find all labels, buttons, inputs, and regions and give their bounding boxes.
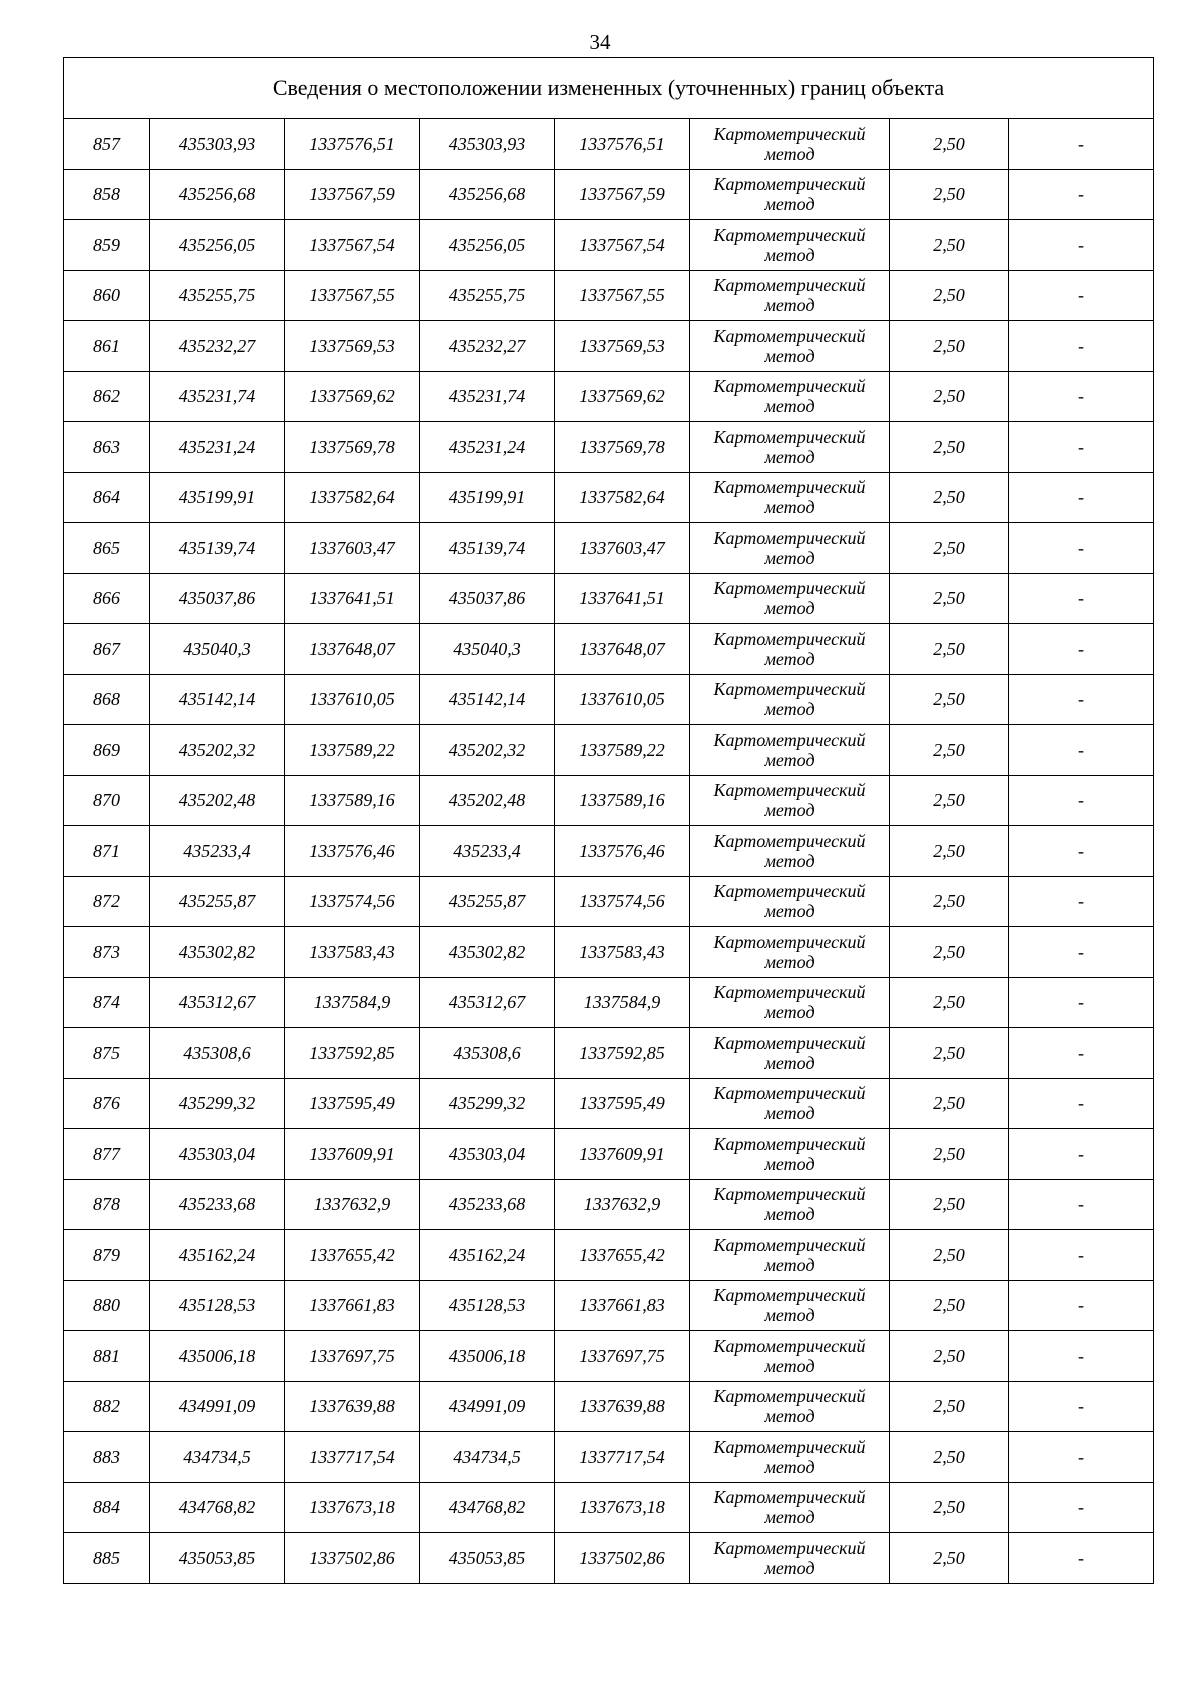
refined-x-cell: 434991,09 — [420, 1381, 555, 1432]
point-number-cell: 877 — [64, 1129, 150, 1180]
accuracy-cell: 2,50 — [890, 1280, 1009, 1331]
existing-y-cell: 1337569,53 — [285, 321, 420, 372]
point-number-cell: 872 — [64, 876, 150, 927]
method-cell: Картометрический метод — [690, 1078, 890, 1129]
description-cell: - — [1009, 472, 1154, 523]
refined-y-cell: 1337609,91 — [555, 1129, 690, 1180]
method-cell: Картометрический метод — [690, 1028, 890, 1079]
accuracy-cell: 2,50 — [890, 523, 1009, 574]
existing-y-cell: 1337655,42 — [285, 1230, 420, 1281]
table-title: Сведения о местоположении измененных (уточненных) границ объекта — [64, 58, 1154, 119]
existing-x-cell: 435299,32 — [150, 1078, 285, 1129]
point-number-cell: 880 — [64, 1280, 150, 1331]
table-row — [64, 472, 1154, 523]
refined-y-cell: 1337584,9 — [555, 977, 690, 1028]
table-row — [64, 1432, 1154, 1483]
refined-x-cell: 435303,04 — [420, 1129, 555, 1180]
method-cell: Картометрический метод — [690, 927, 890, 978]
point-number-cell: 870 — [64, 775, 150, 826]
table-row — [64, 1230, 1154, 1281]
existing-x-cell: 435302,82 — [150, 927, 285, 978]
accuracy-cell: 2,50 — [890, 775, 1009, 826]
description-cell: - — [1009, 624, 1154, 675]
method-cell: Картометрический метод — [690, 1129, 890, 1180]
refined-x-cell: 435053,85 — [420, 1533, 555, 1584]
refined-x-cell: 435231,24 — [420, 422, 555, 473]
method-cell: Картометрический метод — [690, 1280, 890, 1331]
method-cell: Картометрический метод — [690, 472, 890, 523]
accuracy-cell: 2,50 — [890, 422, 1009, 473]
refined-x-cell: 435199,91 — [420, 472, 555, 523]
refined-x-cell: 435303,93 — [420, 119, 555, 170]
existing-x-cell: 435202,48 — [150, 775, 285, 826]
description-cell: - — [1009, 573, 1154, 624]
description-cell: - — [1009, 1381, 1154, 1432]
existing-x-cell: 434768,82 — [150, 1482, 285, 1533]
method-cell: Картометрический метод — [690, 876, 890, 927]
point-number-cell: 859 — [64, 220, 150, 271]
refined-y-cell: 1337697,75 — [555, 1331, 690, 1382]
accuracy-cell: 2,50 — [890, 220, 1009, 271]
refined-x-cell: 435128,53 — [420, 1280, 555, 1331]
method-cell: Картометрический метод — [690, 826, 890, 877]
existing-y-cell: 1337574,56 — [285, 876, 420, 927]
refined-y-cell: 1337655,42 — [555, 1230, 690, 1281]
description-cell: - — [1009, 371, 1154, 422]
refined-y-cell: 1337595,49 — [555, 1078, 690, 1129]
accuracy-cell: 2,50 — [890, 876, 1009, 927]
refined-x-cell: 435233,4 — [420, 826, 555, 877]
description-cell: - — [1009, 977, 1154, 1028]
accuracy-cell: 2,50 — [890, 1381, 1009, 1432]
existing-y-cell: 1337592,85 — [285, 1028, 420, 1079]
refined-y-cell: 1337641,51 — [555, 573, 690, 624]
refined-x-cell: 435142,14 — [420, 674, 555, 725]
accuracy-cell: 2,50 — [890, 977, 1009, 1028]
existing-x-cell: 435232,27 — [150, 321, 285, 372]
method-cell: Картометрический метод — [690, 1432, 890, 1483]
point-number-cell: 861 — [64, 321, 150, 372]
description-cell: - — [1009, 1432, 1154, 1483]
description-cell: - — [1009, 1028, 1154, 1079]
method-cell: Картометрический метод — [690, 422, 890, 473]
accuracy-cell: 2,50 — [890, 119, 1009, 170]
point-number-cell: 857 — [64, 119, 150, 170]
method-cell: Картометрический метод — [690, 321, 890, 372]
refined-y-cell: 1337661,83 — [555, 1280, 690, 1331]
point-number-cell: 879 — [64, 1230, 150, 1281]
table-row — [64, 775, 1154, 826]
description-cell: - — [1009, 220, 1154, 271]
method-cell: Картометрический метод — [690, 1230, 890, 1281]
point-number-cell: 875 — [64, 1028, 150, 1079]
refined-x-cell: 435231,74 — [420, 371, 555, 422]
existing-x-cell: 435142,14 — [150, 674, 285, 725]
description-cell: - — [1009, 725, 1154, 776]
boundary-coordinates-table — [63, 57, 1154, 1584]
method-cell: Картометрический метод — [690, 1533, 890, 1584]
accuracy-cell: 2,50 — [890, 573, 1009, 624]
table-row — [64, 826, 1154, 877]
description-cell: - — [1009, 927, 1154, 978]
method-cell: Картометрический метод — [690, 220, 890, 271]
description-cell: - — [1009, 826, 1154, 877]
accuracy-cell: 2,50 — [890, 270, 1009, 321]
refined-x-cell: 435233,68 — [420, 1179, 555, 1230]
point-number-cell: 874 — [64, 977, 150, 1028]
point-number-cell: 860 — [64, 270, 150, 321]
description-cell: - — [1009, 321, 1154, 372]
refined-y-cell: 1337569,53 — [555, 321, 690, 372]
accuracy-cell: 2,50 — [890, 371, 1009, 422]
refined-y-cell: 1337583,43 — [555, 927, 690, 978]
accuracy-cell: 2,50 — [890, 169, 1009, 220]
accuracy-cell: 2,50 — [890, 1331, 1009, 1382]
point-number-cell: 867 — [64, 624, 150, 675]
accuracy-cell: 2,50 — [890, 1129, 1009, 1180]
table-body — [64, 58, 1154, 1584]
existing-x-cell: 435256,05 — [150, 220, 285, 271]
table-row — [64, 1179, 1154, 1230]
refined-x-cell: 435256,68 — [420, 169, 555, 220]
refined-x-cell: 434768,82 — [420, 1482, 555, 1533]
existing-y-cell: 1337661,83 — [285, 1280, 420, 1331]
existing-x-cell: 434734,5 — [150, 1432, 285, 1483]
table-row — [64, 1129, 1154, 1180]
existing-y-cell: 1337576,46 — [285, 826, 420, 877]
refined-x-cell: 435299,32 — [420, 1078, 555, 1129]
refined-y-cell: 1337567,59 — [555, 169, 690, 220]
accuracy-cell: 2,50 — [890, 1533, 1009, 1584]
refined-y-cell: 1337576,51 — [555, 119, 690, 170]
refined-x-cell: 435040,3 — [420, 624, 555, 675]
method-cell: Картометрический метод — [690, 1179, 890, 1230]
table-row — [64, 876, 1154, 927]
table-row — [64, 573, 1154, 624]
point-number-cell: 869 — [64, 725, 150, 776]
accuracy-cell: 2,50 — [890, 826, 1009, 877]
point-number-cell: 858 — [64, 169, 150, 220]
refined-x-cell: 435308,6 — [420, 1028, 555, 1079]
description-cell: - — [1009, 1078, 1154, 1129]
point-number-cell: 881 — [64, 1331, 150, 1382]
accuracy-cell: 2,50 — [890, 1432, 1009, 1483]
method-cell: Картометрический метод — [690, 270, 890, 321]
refined-x-cell: 435162,24 — [420, 1230, 555, 1281]
description-cell: - — [1009, 775, 1154, 826]
table-row — [64, 977, 1154, 1028]
existing-y-cell: 1337609,91 — [285, 1129, 420, 1180]
description-cell: - — [1009, 1280, 1154, 1331]
existing-y-cell: 1337648,07 — [285, 624, 420, 675]
method-cell: Картометрический метод — [690, 371, 890, 422]
existing-y-cell: 1337639,88 — [285, 1381, 420, 1432]
existing-x-cell: 435233,68 — [150, 1179, 285, 1230]
existing-y-cell: 1337567,54 — [285, 220, 420, 271]
method-cell: Картометрический метод — [690, 977, 890, 1028]
existing-y-cell: 1337582,64 — [285, 472, 420, 523]
existing-y-cell: 1337567,55 — [285, 270, 420, 321]
accuracy-cell: 2,50 — [890, 1028, 1009, 1079]
method-cell: Картометрический метод — [690, 119, 890, 170]
point-number-cell: 866 — [64, 573, 150, 624]
existing-x-cell: 435255,75 — [150, 270, 285, 321]
refined-x-cell: 435255,87 — [420, 876, 555, 927]
description-cell: - — [1009, 169, 1154, 220]
refined-y-cell: 1337610,05 — [555, 674, 690, 725]
refined-y-cell: 1337589,22 — [555, 725, 690, 776]
existing-x-cell: 434991,09 — [150, 1381, 285, 1432]
method-cell: Картометрический метод — [690, 1482, 890, 1533]
existing-x-cell: 435308,6 — [150, 1028, 285, 1079]
accuracy-cell: 2,50 — [890, 624, 1009, 675]
refined-y-cell: 1337639,88 — [555, 1381, 690, 1432]
description-cell: - — [1009, 119, 1154, 170]
refined-y-cell: 1337574,56 — [555, 876, 690, 927]
existing-x-cell: 435037,86 — [150, 573, 285, 624]
existing-x-cell: 435202,32 — [150, 725, 285, 776]
refined-x-cell: 435139,74 — [420, 523, 555, 574]
refined-y-cell: 1337567,54 — [555, 220, 690, 271]
existing-x-cell: 435233,4 — [150, 826, 285, 877]
page-number: 34 — [589, 30, 611, 54]
table-row — [64, 169, 1154, 220]
existing-x-cell: 435231,24 — [150, 422, 285, 473]
refined-y-cell: 1337569,78 — [555, 422, 690, 473]
existing-y-cell: 1337589,22 — [285, 725, 420, 776]
existing-x-cell: 435162,24 — [150, 1230, 285, 1281]
point-number-cell: 873 — [64, 927, 150, 978]
table-row — [64, 119, 1154, 170]
accuracy-cell: 2,50 — [890, 321, 1009, 372]
refined-y-cell: 1337582,64 — [555, 472, 690, 523]
accuracy-cell: 2,50 — [890, 927, 1009, 978]
method-cell: Картометрический метод — [690, 573, 890, 624]
method-cell: Картометрический метод — [690, 725, 890, 776]
table-row — [64, 1482, 1154, 1533]
refined-x-cell: 434734,5 — [420, 1432, 555, 1483]
existing-x-cell: 435040,3 — [150, 624, 285, 675]
description-cell: - — [1009, 674, 1154, 725]
existing-x-cell: 435312,67 — [150, 977, 285, 1028]
refined-x-cell: 435256,05 — [420, 220, 555, 271]
description-cell: - — [1009, 876, 1154, 927]
point-number-cell: 882 — [64, 1381, 150, 1432]
refined-y-cell: 1337632,9 — [555, 1179, 690, 1230]
refined-y-cell: 1337569,62 — [555, 371, 690, 422]
existing-y-cell: 1337584,9 — [285, 977, 420, 1028]
refined-x-cell: 435202,48 — [420, 775, 555, 826]
table-row — [64, 1028, 1154, 1079]
table-row — [64, 1331, 1154, 1382]
point-number-cell: 863 — [64, 422, 150, 473]
refined-y-cell: 1337567,55 — [555, 270, 690, 321]
description-cell: - — [1009, 1230, 1154, 1281]
refined-y-cell: 1337673,18 — [555, 1482, 690, 1533]
accuracy-cell: 2,50 — [890, 674, 1009, 725]
table-row — [64, 422, 1154, 473]
existing-y-cell: 1337569,78 — [285, 422, 420, 473]
point-number-cell: 868 — [64, 674, 150, 725]
method-cell: Картометрический метод — [690, 1381, 890, 1432]
point-number-cell: 862 — [64, 371, 150, 422]
point-number-cell: 876 — [64, 1078, 150, 1129]
description-cell: - — [1009, 422, 1154, 473]
existing-x-cell: 435303,93 — [150, 119, 285, 170]
existing-y-cell: 1337569,62 — [285, 371, 420, 422]
description-cell: - — [1009, 1331, 1154, 1382]
method-cell: Картометрический метод — [690, 523, 890, 574]
refined-y-cell: 1337648,07 — [555, 624, 690, 675]
point-number-cell: 871 — [64, 826, 150, 877]
existing-y-cell: 1337589,16 — [285, 775, 420, 826]
method-cell: Картометрический метод — [690, 169, 890, 220]
table-row — [64, 220, 1154, 271]
existing-x-cell: 435199,91 — [150, 472, 285, 523]
refined-x-cell: 435255,75 — [420, 270, 555, 321]
table-row — [64, 927, 1154, 978]
existing-y-cell: 1337567,59 — [285, 169, 420, 220]
existing-x-cell: 435139,74 — [150, 523, 285, 574]
existing-x-cell: 435006,18 — [150, 1331, 285, 1382]
table-row — [64, 1280, 1154, 1331]
method-cell: Картометрический метод — [690, 775, 890, 826]
refined-x-cell: 435202,32 — [420, 725, 555, 776]
existing-y-cell: 1337595,49 — [285, 1078, 420, 1129]
existing-y-cell: 1337583,43 — [285, 927, 420, 978]
table-row — [64, 1381, 1154, 1432]
point-number-cell: 885 — [64, 1533, 150, 1584]
existing-x-cell: 435231,74 — [150, 371, 285, 422]
existing-x-cell: 435303,04 — [150, 1129, 285, 1180]
existing-y-cell: 1337610,05 — [285, 674, 420, 725]
table-row — [64, 270, 1154, 321]
description-cell: - — [1009, 1179, 1154, 1230]
method-cell: Картометрический метод — [690, 1331, 890, 1382]
table-row — [64, 371, 1154, 422]
refined-y-cell: 1337589,16 — [555, 775, 690, 826]
existing-y-cell: 1337603,47 — [285, 523, 420, 574]
description-cell: - — [1009, 270, 1154, 321]
existing-y-cell: 1337641,51 — [285, 573, 420, 624]
refined-x-cell: 435037,86 — [420, 573, 555, 624]
existing-y-cell: 1337697,75 — [285, 1331, 420, 1382]
table-row — [64, 725, 1154, 776]
accuracy-cell: 2,50 — [890, 1482, 1009, 1533]
point-number-cell: 864 — [64, 472, 150, 523]
accuracy-cell: 2,50 — [890, 472, 1009, 523]
method-cell: Картометрический метод — [690, 674, 890, 725]
refined-y-cell: 1337592,85 — [555, 1028, 690, 1079]
existing-y-cell: 1337502,86 — [285, 1533, 420, 1584]
existing-x-cell: 435256,68 — [150, 169, 285, 220]
refined-x-cell: 435312,67 — [420, 977, 555, 1028]
point-number-cell: 878 — [64, 1179, 150, 1230]
existing-y-cell: 1337673,18 — [285, 1482, 420, 1533]
refined-y-cell: 1337576,46 — [555, 826, 690, 877]
table-row — [64, 523, 1154, 574]
table-row — [64, 1533, 1154, 1584]
refined-y-cell: 1337502,86 — [555, 1533, 690, 1584]
table-row — [64, 624, 1154, 675]
accuracy-cell: 2,50 — [890, 1078, 1009, 1129]
method-cell: Картометрический метод — [690, 624, 890, 675]
accuracy-cell: 2,50 — [890, 1230, 1009, 1281]
description-cell: - — [1009, 1129, 1154, 1180]
description-cell: - — [1009, 523, 1154, 574]
table-row — [64, 1078, 1154, 1129]
accuracy-cell: 2,50 — [890, 725, 1009, 776]
refined-x-cell: 435232,27 — [420, 321, 555, 372]
point-number-cell: 865 — [64, 523, 150, 574]
refined-x-cell: 435006,18 — [420, 1331, 555, 1382]
existing-x-cell: 435255,87 — [150, 876, 285, 927]
table-header-row — [64, 58, 1154, 119]
table-row — [64, 321, 1154, 372]
point-number-cell: 884 — [64, 1482, 150, 1533]
existing-x-cell: 435128,53 — [150, 1280, 285, 1331]
existing-y-cell: 1337632,9 — [285, 1179, 420, 1230]
point-number-cell: 883 — [64, 1432, 150, 1483]
existing-y-cell: 1337717,54 — [285, 1432, 420, 1483]
table-row — [64, 674, 1154, 725]
existing-y-cell: 1337576,51 — [285, 119, 420, 170]
accuracy-cell: 2,50 — [890, 1179, 1009, 1230]
refined-y-cell: 1337717,54 — [555, 1432, 690, 1483]
description-cell: - — [1009, 1482, 1154, 1533]
refined-x-cell: 435302,82 — [420, 927, 555, 978]
description-cell: - — [1009, 1533, 1154, 1584]
refined-y-cell: 1337603,47 — [555, 523, 690, 574]
existing-x-cell: 435053,85 — [150, 1533, 285, 1584]
